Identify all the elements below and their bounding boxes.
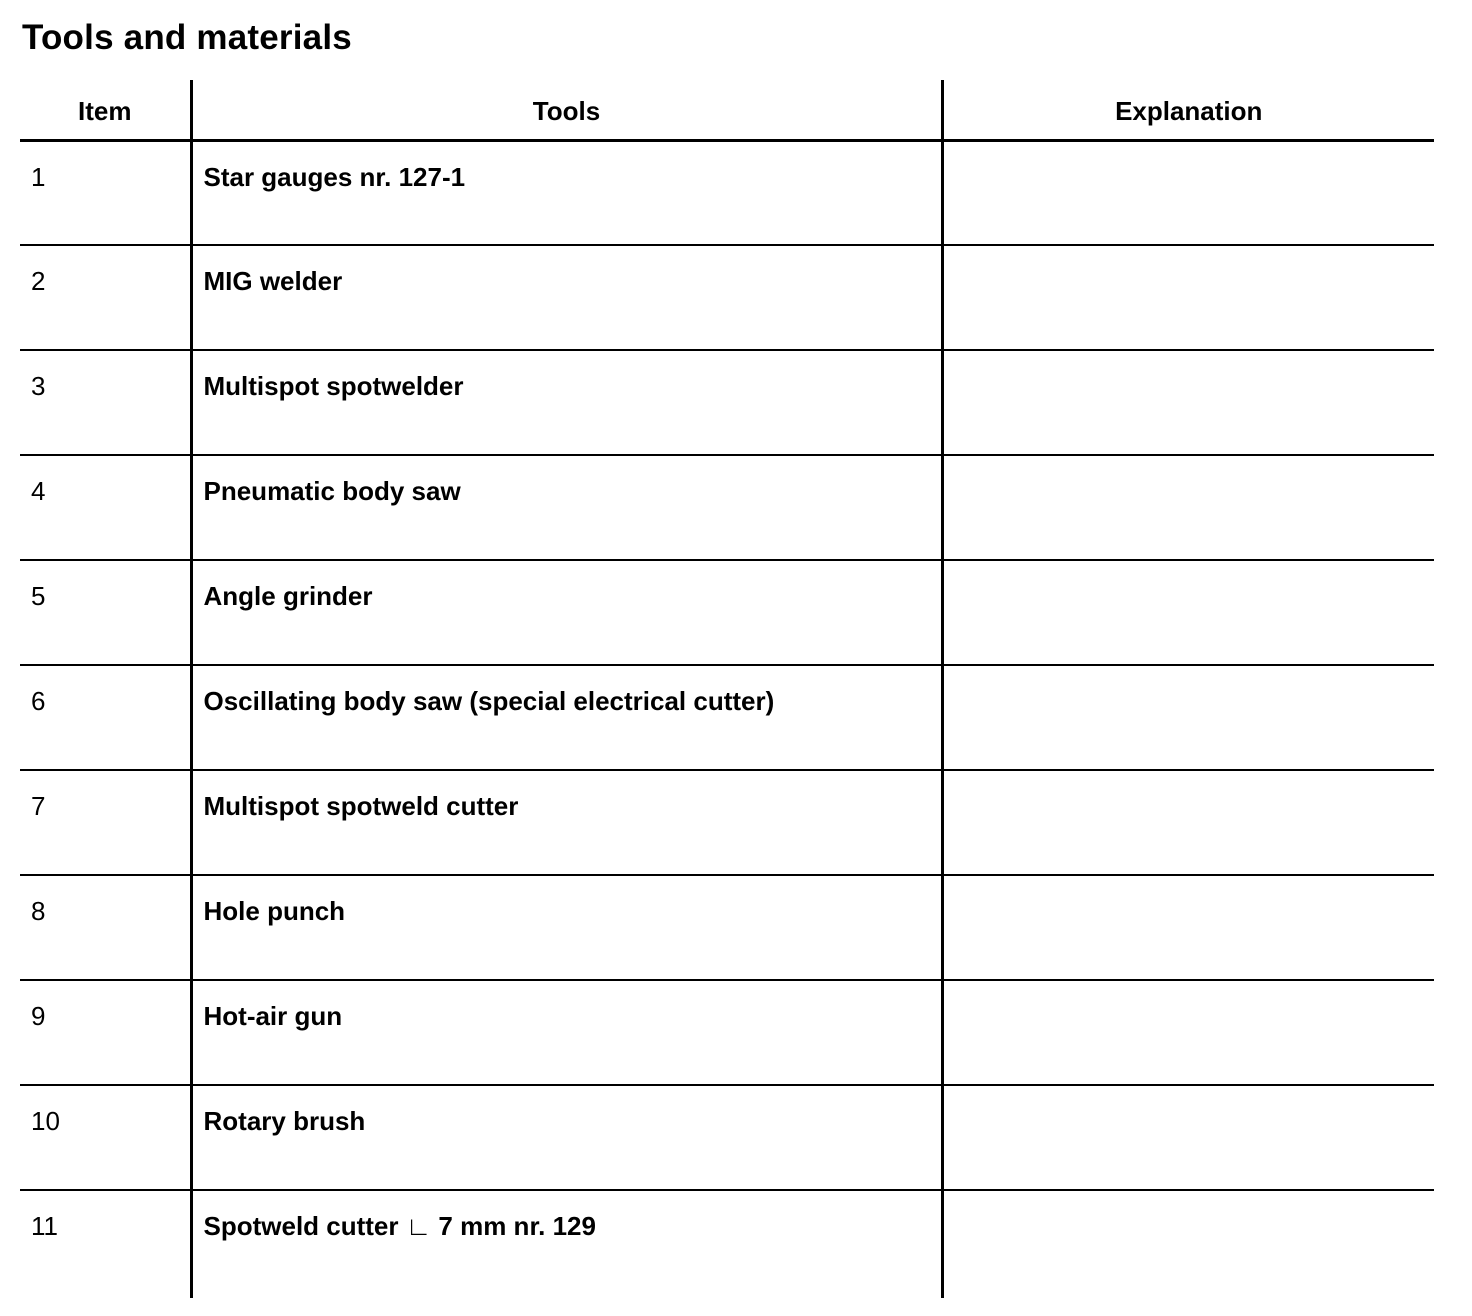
row-explanation: [942, 980, 1434, 1085]
row-explanation: [942, 560, 1434, 665]
row-item-number: 1: [20, 140, 191, 245]
row-item-number: 3: [20, 350, 191, 455]
table-header-row: [20, 80, 1434, 140]
row-explanation: [942, 1190, 1434, 1298]
row-item-number: 5: [20, 560, 191, 665]
row-tool-name: Spotweld cutter ∟ 7 mm nr. 129: [191, 1190, 942, 1298]
row-tool-name: Multispot spotweld cutter: [191, 770, 942, 875]
row-item-number: 10: [20, 1085, 191, 1190]
row-tool-name: Oscillating body saw (special electrical cutter): [191, 665, 942, 770]
table-row: [20, 770, 1434, 875]
table-row: [20, 245, 1434, 350]
table-row: [20, 875, 1434, 980]
row-explanation: [942, 665, 1434, 770]
tools-table: [20, 80, 1434, 1298]
table-row: [20, 665, 1434, 770]
row-explanation: [942, 875, 1434, 980]
header-item: Item: [20, 80, 191, 140]
header-tools: Tools: [191, 80, 942, 140]
row-explanation: [942, 1085, 1434, 1190]
table-row: [20, 350, 1434, 455]
row-tool-name: Multispot spotwelder: [191, 350, 942, 455]
row-tool-name: Rotary brush: [191, 1085, 942, 1190]
row-explanation: [942, 455, 1434, 560]
row-tool-name: Hole punch: [191, 875, 942, 980]
row-item-number: 11: [31, 1211, 58, 1241]
row-explanation: [942, 245, 1434, 350]
row-explanation: [942, 350, 1434, 455]
row-item-number: 9: [20, 980, 191, 1085]
row-explanation: [942, 770, 1434, 875]
table-row: [20, 980, 1434, 1085]
row-item-number: 6: [20, 665, 191, 770]
table-row: [20, 1190, 1434, 1298]
row-item-number: 7: [20, 770, 191, 875]
table-row: [20, 455, 1434, 560]
row-tool-name: Pneumatic body saw: [191, 455, 942, 560]
table-row: [20, 140, 1434, 245]
row-item-number: 2: [20, 245, 191, 350]
row-tool-name: Angle grinder: [191, 560, 942, 665]
table-row: [20, 1085, 1434, 1190]
page-title: Tools and materials: [22, 18, 352, 57]
table-row: [20, 560, 1434, 665]
row-tool-name: MIG welder: [191, 245, 942, 350]
row-explanation: [942, 140, 1434, 245]
row-tool-name: Hot-air gun: [191, 980, 942, 1085]
header-explanation: Explanation: [942, 80, 1434, 140]
row-item-number: 4: [20, 455, 191, 560]
row-item-number: 8: [20, 875, 191, 980]
row-tool-name: Star gauges nr. 127-1: [191, 140, 942, 245]
